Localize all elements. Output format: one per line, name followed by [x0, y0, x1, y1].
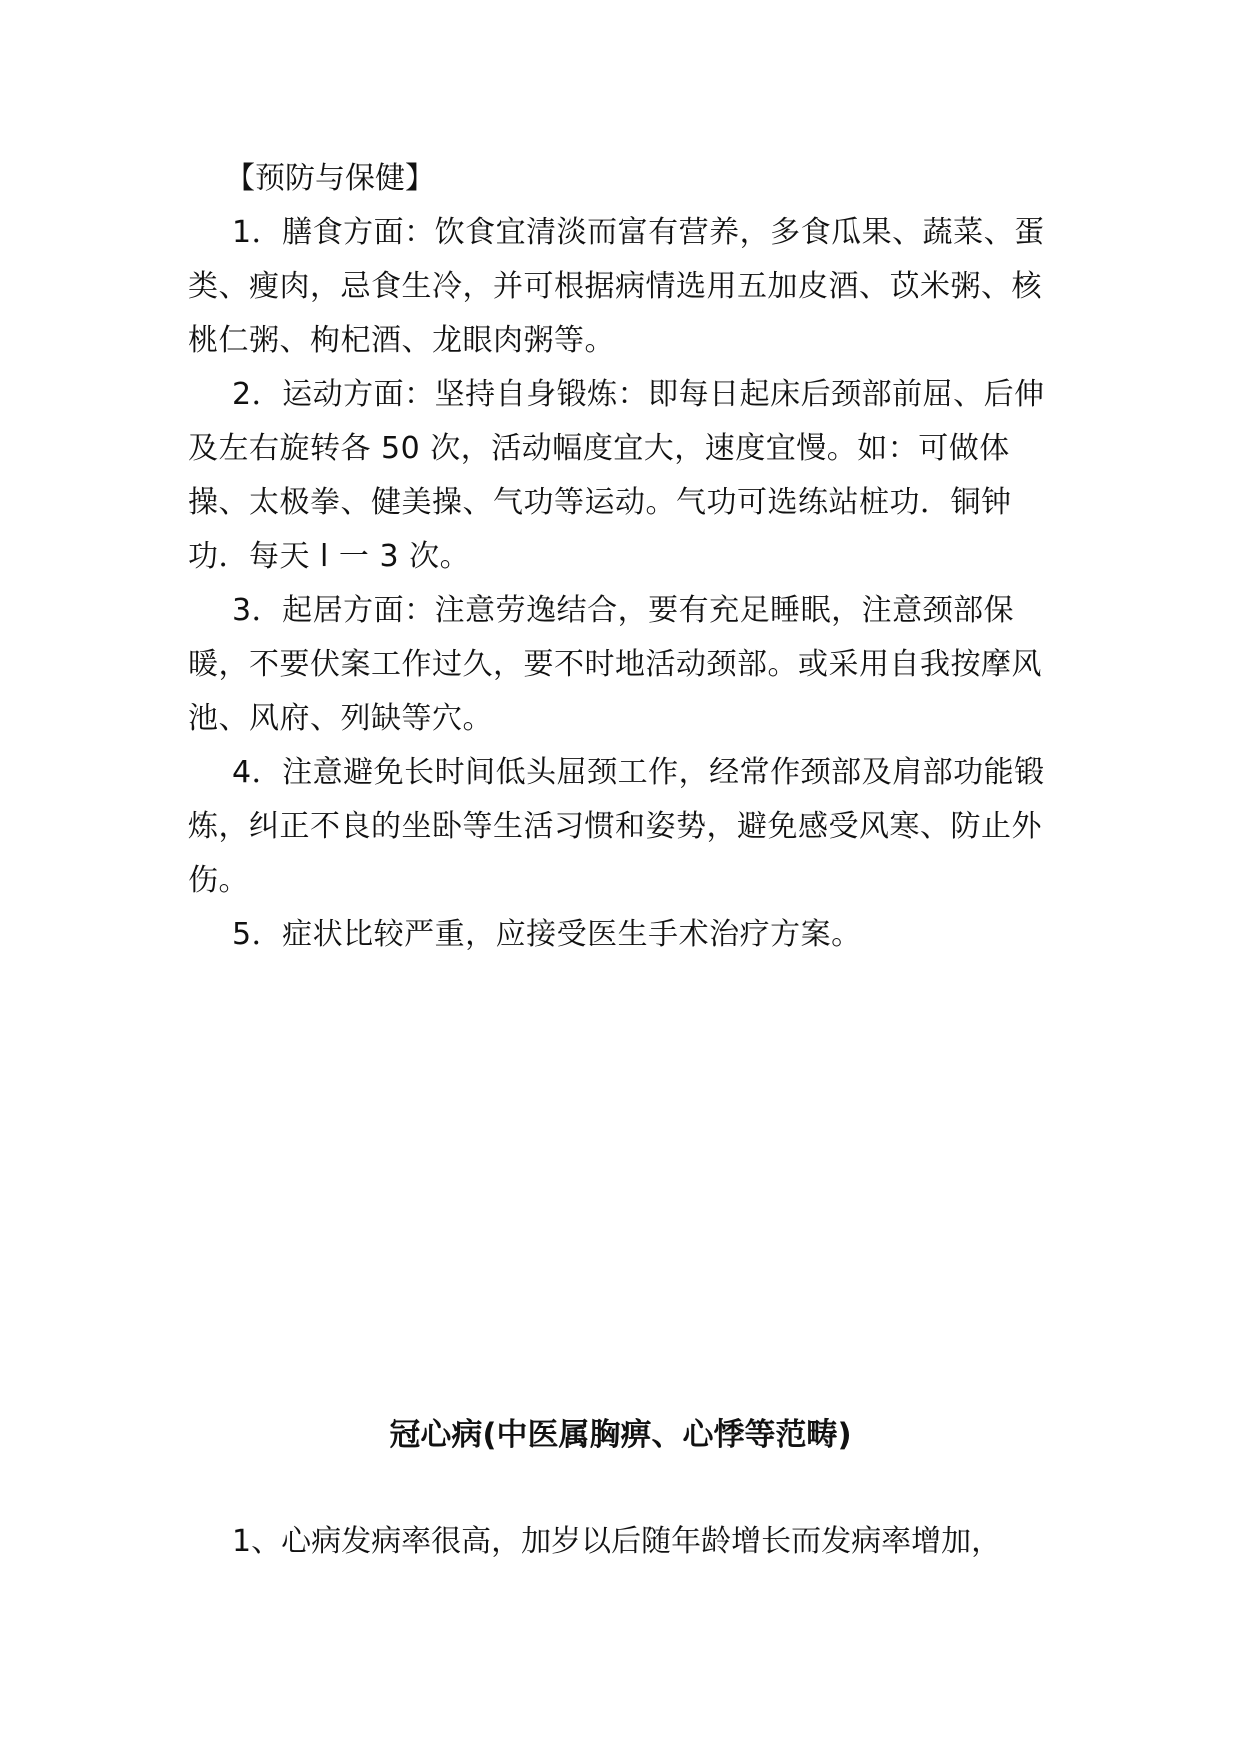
prevention-item-4: 4．注意避免长时间低头屈颈工作，经常作颈部及肩部功能锻炼，纠正不良的坐卧等生活习惯和姿势，避免感受风寒、防止外伤。	[188, 755, 1045, 898]
coronary-paragraph-1: 1、心病发病率很高，加岁以后随年龄增长而发病率增加，	[232, 1524, 1002, 1559]
prevention-body	[188, 206, 1058, 962]
prevention-item-3: 3．起居方面：注意劳逸结合，要有充足睡眠，注意颈部保暖，不要伏案工作过久，要不时地活动颈部。或采用自我按摩风池、风府、列缺等穴。	[188, 593, 1042, 736]
prevention-item-1: 1．膳食方面：饮食宜清淡而富有营养，多食瓜果、蔬菜、蛋类、瘦肉，忌食生冷，并可根据病情选用五加皮酒、苡米粥、核桃仁粥、枸杞酒、龙眼肉粥等。	[188, 215, 1045, 358]
prevention-heading: 【预防与保健】	[225, 161, 435, 196]
coronary-section-title: 冠心病(中医属胸痹、心悸等范畴)	[389, 1417, 852, 1453]
prevention-item-2: 2．运动方面：坚持自身锻炼：即每日起床后颈部前屈、后伸及左右旋转各 50 次，活动幅度宜大，速度宜慢。如：可做体操、太极拳、健美操、气功等运动。气功可选练站桩功．铜钟功．每天 l 一 3 次。	[188, 377, 1045, 574]
prevention-item-5: 5．症状比较严重，应接受医生手术治疗方案。	[232, 917, 862, 952]
